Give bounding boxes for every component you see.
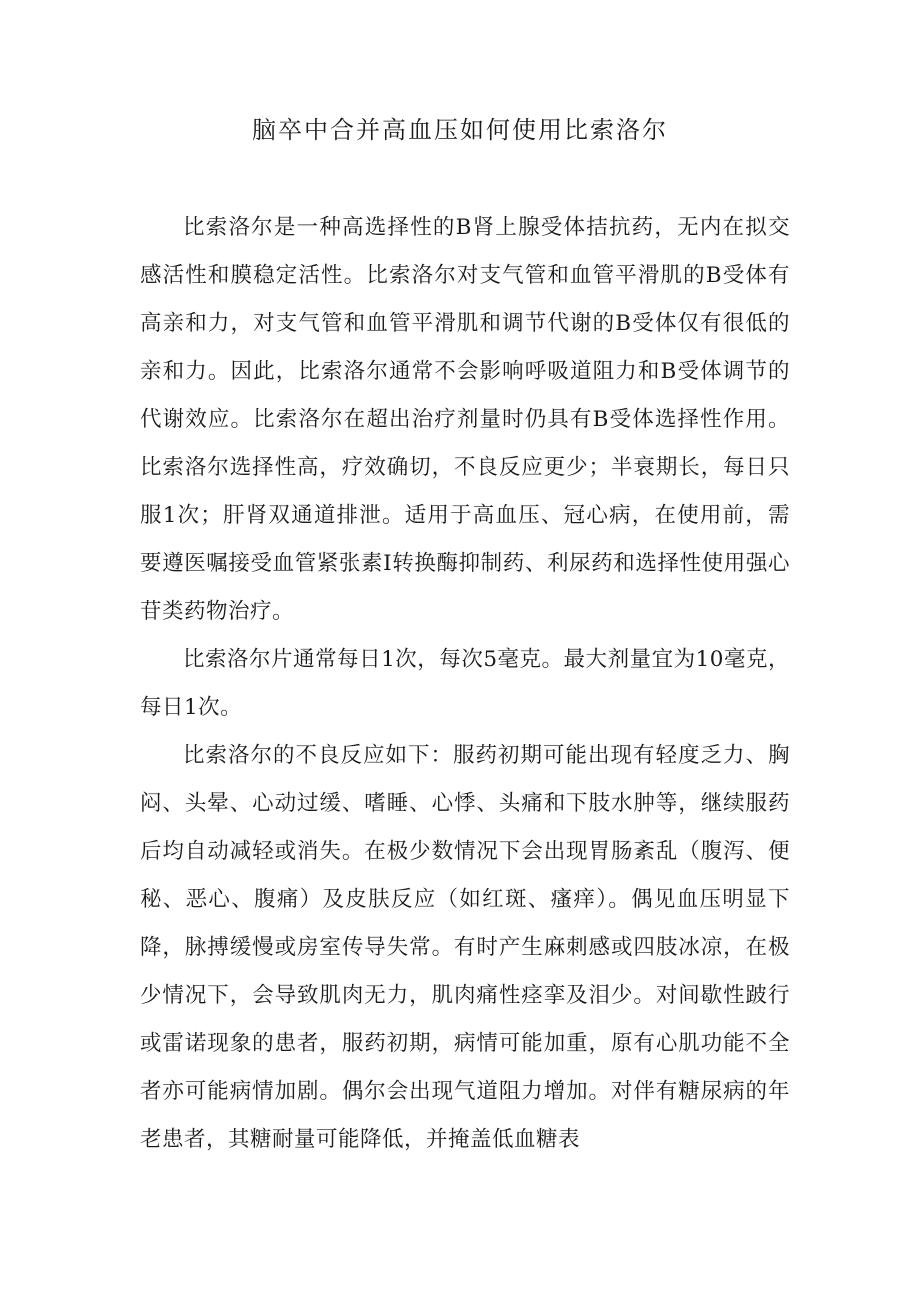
document-body — [140, 204, 790, 1164]
document-title: 脑卒中合并高血压如何使用比索洛尔 — [252, 116, 668, 144]
paragraph-adverse-reactions: 比索洛尔的不良反应如下：服药初期可能出现有轻度乏力、胸闷、头晕、心动过缓、嗜睡、心悸、头痛和下肢水肿等，继续服药后均自动减轻或消失。在极少数情况下会出现胃肠紊乱（腹泻、便秘、恶心、腹痛）及皮肤反应（如红斑、瘙痒）。偶见血压明显下降，脉搏缓慢或房室传导失常。有时产生麻刺感或四肢冰凉，在极少情况下，会导致肌肉无力，肌肉痛性痉挛及泪少。对间歇性跛行或雷诺现象的患者，服药初期，病情可能加重，原有心肌功能不全者亦可能病情加剧。偶尔会出现气道阻力增加。对伴有糖尿病的年老患者，其糖耐量可能降低，并掩盖低血糖表 — [140, 743, 790, 1152]
paragraph-pharmacology: 比索洛尔是一种高选择性的B肾上腺受体拮抗药，无内在拟交感活性和膜稳定活性。比索洛尔对支气管和血管平滑肌的B受体有高亲和力，对支气管和血管平滑肌和调节代谢的B受体仅有很低的亲和力。因此，比索洛尔通常不会影响呼吸道阻力和B受体调节的代谢效应。比索洛尔在超出治疗剂量时仍具有B受体选择性作用。比索洛尔选择性高，疗效确切，不良反应更少；半衰期长，每日只服1次；肝肾双通道排泄。适用于高血压、冠心病，在使用前，需要遵医嘱接受血管紧张素I转换酶抑制药、利尿药和选择性使用强心苷类药物治疗。 — [140, 215, 790, 624]
paragraph-dosage: 比索洛尔片通常每日1次，每次5毫克。最大剂量宜为10毫克，每日1次。 — [140, 647, 790, 720]
